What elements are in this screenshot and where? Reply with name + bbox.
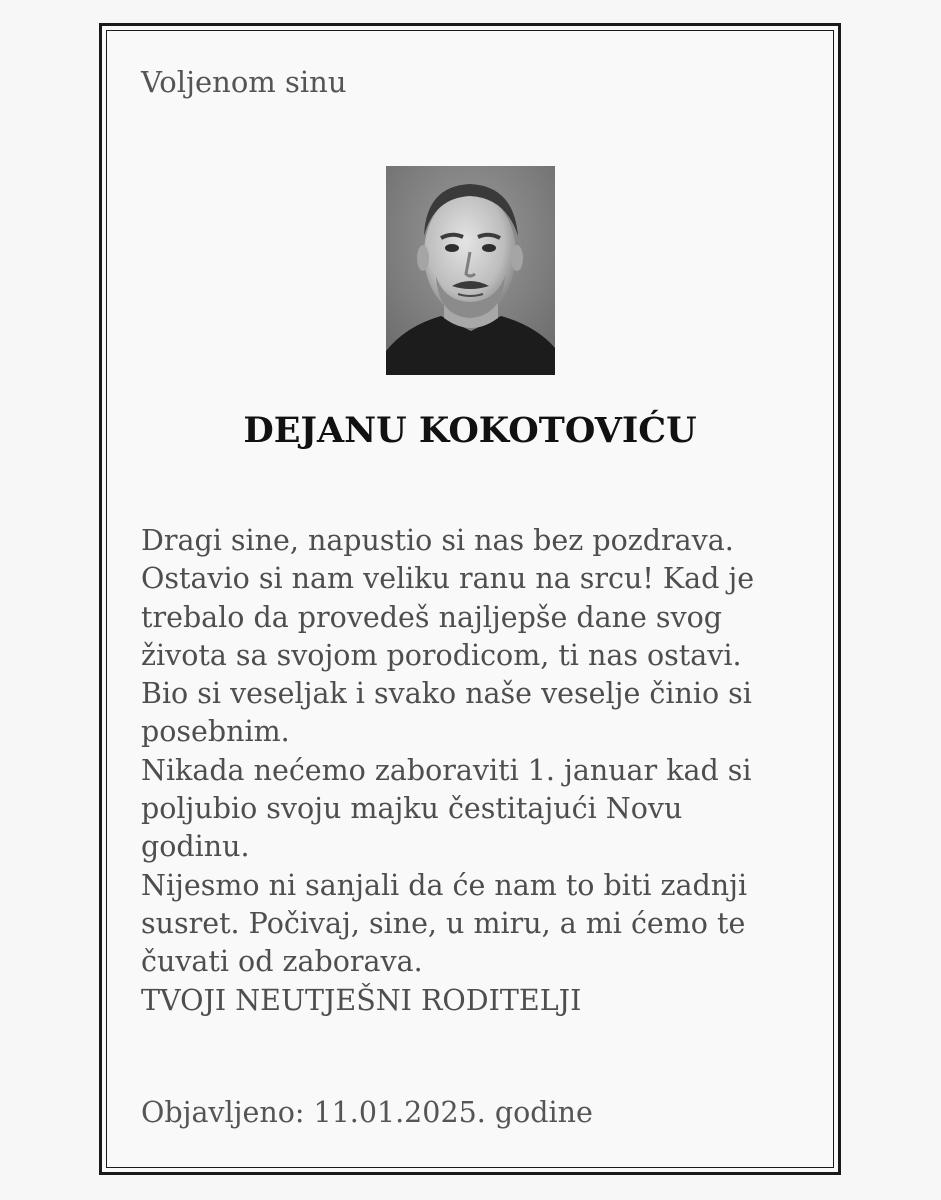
portrait-photo: [386, 166, 555, 375]
message-line: poljubio svoju majku čestitajući Novu: [141, 792, 683, 826]
message-line: Dragi sine, napustio si nas bez pozdrava.: [141, 524, 734, 557]
message-line: Nikada nećemo zaboraviti 1. januar kad si: [141, 753, 752, 787]
message-line: Ostavio si nam veliku ranu na srcu! Kad je: [141, 562, 755, 596]
deceased-name: DEJANU KOKOTOVIĆU: [243, 410, 697, 451]
portrait-illustration: [386, 166, 555, 375]
memorial-message: [141, 522, 821, 1020]
message-line: trebalo da provedeš najljepše dane svog: [141, 600, 723, 634]
message-line: čuvati od zaborava.: [141, 945, 423, 979]
message-line: Nijesmo ni sanjali da će nam to biti zadnji: [141, 868, 748, 902]
dedication-text: Voljenom sinu: [141, 65, 347, 99]
message-line: života sa svojom porodicom, ti nas ostavi.: [141, 638, 742, 672]
message-line: godinu.: [141, 830, 250, 864]
message-line: posebnim.: [141, 715, 290, 749]
message-line: susret. Počivaj, sine, u miru, a mi ćemo te: [141, 906, 746, 940]
message-signature: TVOJI NEUTJEŠNI RODITELJI: [141, 983, 582, 1017]
message-line: Bio si veseljak i svako naše veselje činio si: [141, 677, 752, 711]
published-date: Objavljeno: 11.01.2025. godine: [141, 1096, 593, 1129]
